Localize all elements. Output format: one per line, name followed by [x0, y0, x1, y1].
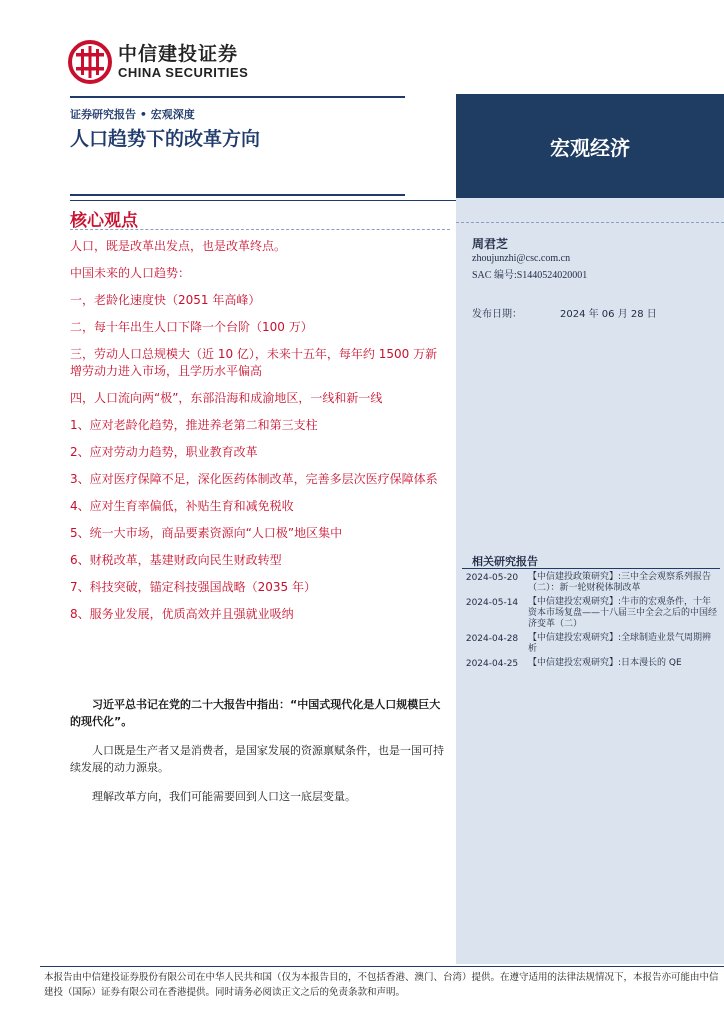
related-reports-list — [462, 572, 720, 673]
list-item[interactable] — [462, 658, 720, 670]
related-link[interactable]: 【中信建投政策研究】:三中全会观察系列报告（二）：新一轮财税体制改革 — [528, 572, 712, 593]
body-paragraph-quote: 习近平总书记在党的二十大报告中指出：“中国式现代化是人口规模巨大的现代化”。 — [70, 698, 441, 728]
core-view-item: 8、服务业发展，优质高效并且强就业吸纳 — [70, 607, 294, 621]
analyst-email[interactable]: zhoujunzhi@csc.com.cn — [472, 253, 571, 264]
related-date: 2024-05-14 — [465, 598, 519, 608]
core-view-item: 7、科技突破，锚定科技强国战略（2035 年） — [70, 580, 316, 594]
core-views-title: 核心观点 — [70, 211, 138, 231]
body-paragraph: 理解改革方向，我们可能需要回到人口这一底层变量。 — [92, 790, 356, 803]
related-link[interactable]: 【中信建投宏观研究】:全球制造业景气周期辨析 — [528, 633, 712, 654]
core-view-item: 二，每十年出生人口下降一个台阶（100 万） — [70, 320, 313, 334]
core-view-item: 三，劳动人口总规模大（近 10 亿），未来十五年，每年约 1500 万新增劳动力进入市场，且学历水平偏高 — [70, 347, 438, 378]
report-title: 人口趋势下的改革方向 — [70, 128, 261, 150]
core-view-item: 2、应对劳动力趋势，职业教育改革 — [70, 445, 258, 459]
analyst-name: 周君芝 — [472, 237, 509, 251]
core-view-item: 6、财税改革，基建财政向民生财政转型 — [70, 553, 282, 567]
footer-rule — [40, 966, 724, 967]
title-bottom-rule — [70, 194, 405, 196]
logo-chinese-name: 中信建投证券 — [118, 43, 239, 65]
related-date: 2024-04-28 — [465, 634, 519, 644]
core-views-rule — [70, 229, 450, 230]
category-block — [456, 94, 724, 198]
core-view-item: 4、应对生育率偏低，补贴生育和减免税收 — [70, 499, 294, 513]
company-logo — [68, 40, 248, 84]
core-view-item: 四，人口流向两“极”，东部沿海和成渝地区，一线和新一线 — [70, 391, 383, 405]
logo-english-name: CHINA SECURITIES — [118, 65, 249, 80]
title-thin-rule — [70, 200, 456, 201]
core-view-item: 一，老龄化速度快（2051 年高峰） — [70, 293, 261, 307]
related-link[interactable]: 【中信建投宏观研究】:牛市的宏观条件，十年资本市场复盘——十八届三中全会之后的中国经济变革（二） — [528, 597, 718, 629]
list-item[interactable] — [462, 597, 720, 630]
category-label: 宏观经济 — [550, 136, 630, 160]
analyst-sac-number: SAC 编号:S1440524020001 — [472, 270, 588, 281]
list-item[interactable] — [462, 633, 720, 655]
core-view-item: 5、统一大市场，商品要素资源向“人口极”地区集中 — [70, 526, 343, 540]
core-view-item: 1、应对老龄化趋势，推进养老第二和第三支柱 — [70, 418, 318, 432]
core-view-item: 3、应对医疗保障不足，深化医药体制改革，完善多层次医疗保障体系 — [70, 472, 438, 486]
publish-date: 2024 年 06 月 28 日 — [560, 309, 657, 320]
core-view-item: 中国未来的人口趋势： — [70, 266, 191, 280]
publish-date-label: 发布日期： — [472, 309, 522, 320]
related-reports-title: 相关研究报告 — [472, 555, 538, 568]
footer-disclaimer: 本报告由中信建投证券股份有限公司在中华人民共和国（仅为本报告目的，不包括香港、澳门、台湾）提供。在遵守适用的法律法规情况下，本报告亦可能由中信建投（国际）证券有限公司在香港提供。同时请务必阅读正文之后的免责条款和声明。 — [44, 972, 719, 998]
core-views-list — [70, 238, 440, 633]
report-type: 证券研究报告 • 宏观深度 — [70, 108, 195, 121]
body-paragraph: 人口既是生产者又是消费者，是国家发展的资源禀赋条件，也是一国可持续发展的动力源泉。 — [70, 744, 444, 774]
related-date: 2024-04-25 — [465, 659, 519, 669]
sidebar-panel — [456, 94, 724, 964]
sidebar-divider — [456, 222, 724, 223]
core-view-item: 人口，既是改革出发点，也是改革终点。 — [70, 239, 287, 253]
list-item[interactable] — [462, 572, 720, 594]
logo-emblem-icon — [68, 40, 112, 84]
related-date: 2024-05-20 — [465, 573, 519, 583]
related-reports-rule — [462, 568, 720, 569]
related-link[interactable]: 【中信建投宏观研究】:日本漫长的 QE — [528, 658, 682, 668]
title-top-rule — [70, 96, 405, 98]
